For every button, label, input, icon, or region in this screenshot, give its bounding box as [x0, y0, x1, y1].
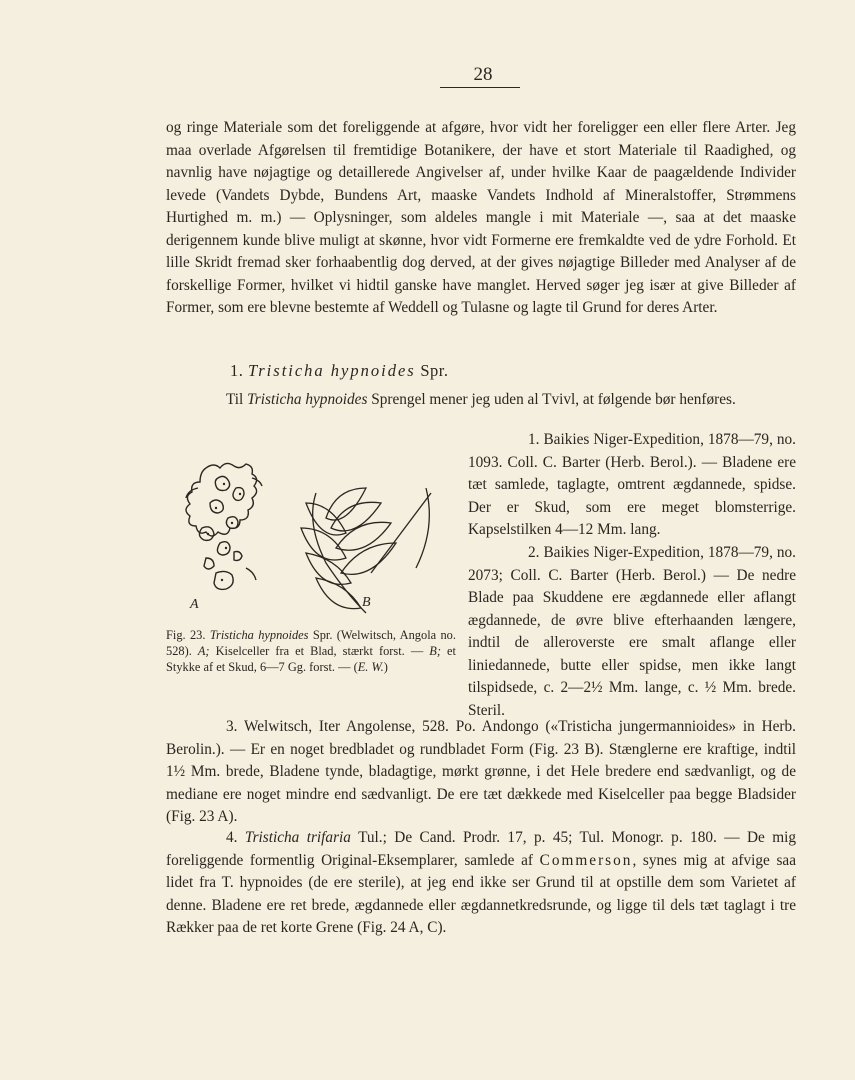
item-4-post: , synes mig at afvige saa lidet fra T. hypnoides (de ere sterile), at jeg end ikke ser Grund til at opstille dem som Varietet af denne. Bladene ere ret brede, ægdannede eller ægdannetkredsrunde, og ligge til dels tæt taglagt i tre Rækker paa de ret korte Grene (Fig. 24 A, C). [166, 851, 797, 936]
item-1: 1. Baikies Niger-Expedition, 1878—79, no. 1093. Coll. C. Barter (Herb. Berol.). — Bladene ere tæt samlede, taglagte, omtrent ægdannede, spidse. Der er Skud, som ere meget blomsterrige. Kapselstilken 4—12 Mm. lang. [468, 431, 796, 538]
item-4-species: Tristicha trifaria [244, 829, 351, 846]
item-4-collector: Commerson [539, 851, 633, 869]
caption-rest: Spr. (Welwitsch, Angola no. 528). [166, 628, 456, 658]
figure-23-illustration [166, 448, 456, 623]
section-intro-post: Sprengel mener jeg uden al Tvivl, at følgende bør henføres. [371, 391, 736, 408]
caption-a-text: Kiselceller fra et Blad, stærkt forst. — [215, 644, 424, 658]
intro-paragraph: og ringe Materiale som det foreliggende at afgøre, hvor vidt her foreligger een eller flere Arter. Jeg maa overlade Afgørelsen til fremtidige Botanikere, der have et stort Materiale til Raadighed, og navnlig have nøjagtige og detaillerede Angivelser af, under hvilke Kaar de paagældende Individer levede (Vandets Dybde, Bundens Art, maaske Vandets Indhold af Mineralstoffer, Strømmens Hurtighed m. m.) — Oplysninger, som aldeles mangle i mit Materiale —, saa at det maaske derigennem kunde blive muligt at skønne, hvor vidt Formerne ere fremkaldte ved de ydre Forhold. Et lille Skridt fremad sker forhaabentlig dog derved, at der gives nøjagtige Billeder med Analyser af de forskellige Former, hvilket vi hidtil ganske have manglet. Herved søger jeg især at give Billeder af Former, som ere blevne bestemte af Weddell og Tulasne og lagte til Grund for deres Arter. [166, 119, 796, 316]
figure-caption [166, 627, 456, 675]
section-species: Tristicha hypnoides [248, 361, 416, 380]
caption-close: ) [383, 660, 388, 674]
caption-b-text: et Stykke af et Skud, 6—7 Gg. forst. — ( [166, 644, 456, 674]
section-intro-species: Tristicha hypnoides [247, 391, 368, 408]
section-number: 1. [230, 361, 244, 380]
section-author: Spr. [420, 361, 449, 380]
caption-species: Tristicha hypnoides [209, 628, 309, 642]
item-3: 3. Welwitsch, Iter Angolense, 528. Po. Andongo («Tristicha jungermannioides» in Herb. Berolin.). — Er en noget bredbladet og rundbladet Form (Fig. 23 B). Stænglerne ere kraftige, indtil 1½ Mm. brede, Bladene tynde, bladagtige, mørkt grønne, i det Hele bredere end sædvanligt, og de mediane ere noget mindre end sædvanligt. De ere tæt dækkede med Kiselceller paa begge Bladsider (Fig. 23 A). [166, 718, 796, 825]
section-intro [166, 389, 796, 412]
caption-b: B; [429, 644, 441, 658]
caption-fig: Fig. 23. [166, 628, 206, 642]
figure-label-b: B [362, 595, 371, 610]
figure-23 [166, 448, 456, 623]
page-number: 28 [473, 64, 493, 85]
page-number-rule [440, 87, 520, 88]
section-heading [230, 361, 448, 381]
item-4-pre: Tul.; De Cand. Prodr. 17, p. 45; Tul. Monogr. p. 180. — De mig foreliggende formentlig Original-Eksemplarer, samlede af [166, 829, 796, 869]
item-2: 2. Baikies Niger-Expedition, 1878—79, no. 2073; Coll. C. Barter (Herb. Berol.) — De nedre Blade paa Skuddene ere ægdannede eller aflangt ægdannede, de øvre blive efterhaanden længere, indtil de alleroverste ere smalt aflange eller liniedannede, butte eller spidse, men ikke langt tilspidsede, c. 2—2½ Mm. lange, c. ½ Mm. brede. Steril. [468, 544, 796, 719]
item-4-num: 4. [226, 829, 238, 846]
caption-credit: E. W. [357, 660, 384, 674]
caption-a: A; [197, 644, 210, 658]
figure-label-a: A [190, 597, 199, 612]
item-4 [166, 827, 796, 940]
section-intro-pre: Til [226, 391, 244, 408]
